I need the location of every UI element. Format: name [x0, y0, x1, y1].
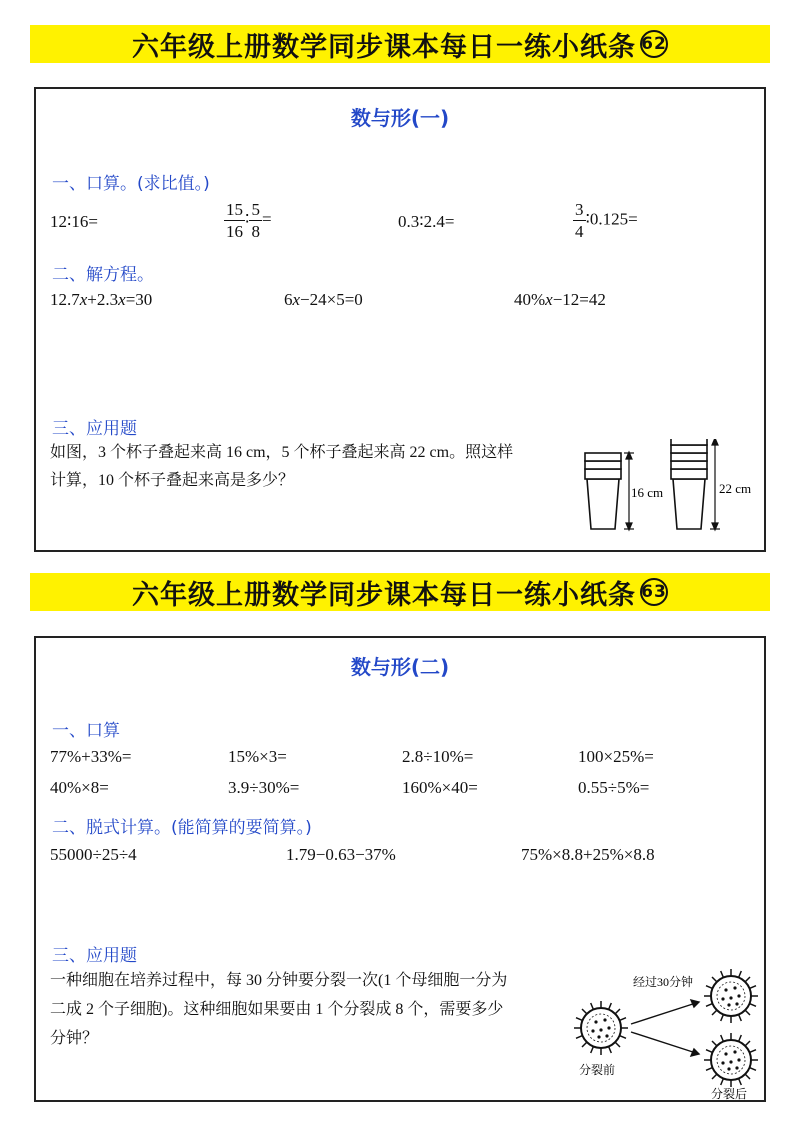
- cell-division-figure: [571, 968, 766, 1100]
- q63-r2-1: 40%×8=: [50, 778, 109, 797]
- fig-before-label: 分裂前: [579, 1063, 616, 1077]
- section-62-equation: 二、解方程。: [52, 265, 154, 285]
- frac-3-4: $\frac{3}{4}$: [575, 200, 584, 241]
- section-63-oral: 一、口算: [52, 721, 120, 741]
- banner-62-text: 六年级上册数学同步课本每日一练小纸条: [132, 31, 636, 63]
- q63-r1-4: 100×25%=: [578, 747, 654, 766]
- cups-label-16: 16 cm: [631, 485, 664, 500]
- q63-r1-2: 15%×3=: [228, 747, 287, 766]
- worksheet-63-title: 数与形(二): [350, 655, 450, 679]
- q62-1c: 0.3∶2.4=: [398, 212, 455, 231]
- q62-1a: 12∶16=: [50, 212, 99, 231]
- banner-63-text: 六年级上册数学同步课本每日一练小纸条: [132, 579, 636, 611]
- banner-62: [30, 25, 770, 63]
- q62-1b: $\frac{15}{16}$ ∶ $\frac{5}{8}$ =: [226, 200, 272, 241]
- daughter-cell-icon-2: [704, 1033, 758, 1087]
- frac-15-16: $\frac{15}{16}$: [226, 200, 243, 241]
- q62-1d: $\frac{3}{4}$ ∶0.125=: [575, 200, 638, 241]
- q63-r2-2: 3.9÷30%=: [228, 778, 300, 797]
- q62-2b: 6x−24×5=0: [284, 290, 363, 309]
- q63-calc-3: 75%×8.8+25%×8.8: [521, 845, 655, 864]
- section-62-application: 三、应用题: [52, 419, 137, 439]
- worksheet-63: [34, 636, 766, 1102]
- q63-r1-1: 77%+33%=: [50, 747, 132, 766]
- q63-r2-4: 0.55÷5%=: [578, 778, 650, 797]
- mother-cell-icon: [574, 1001, 628, 1055]
- problem-62-text: 如图，3 个杯子叠起来高 16 cm，5 个杯子叠起来高 22 cm。照这样 计算，10 个杯子叠起来高是多少？: [50, 444, 514, 489]
- cups-label-22: 22 cm: [719, 481, 752, 496]
- fig-after-label: 分裂后: [711, 1087, 748, 1100]
- banner-63-number: 63: [640, 578, 668, 606]
- q63-calc-1: 55000÷25÷4: [50, 845, 137, 864]
- cups-figure: [581, 439, 761, 535]
- problem-63-text: 一种细胞在培养过程中，每 30 分钟要分裂一次(1 个母细胞一分为 二成 2 个子细胞)。这种细胞如果要由 1 个分裂成 8 个，需要多少 分钟？: [50, 972, 508, 1047]
- q62-2c: 40%x−12=42: [514, 290, 606, 309]
- section-63-application: 三、应用题: [52, 946, 137, 966]
- frac-5-8: $\frac{5}{8}$: [251, 200, 260, 241]
- worksheet-62: [34, 87, 766, 552]
- section-63-calc: 二、脱式计算。(能简算的要简算。): [52, 818, 312, 838]
- banner-63: [30, 573, 770, 611]
- q63-r2-3: 160%×40=: [402, 778, 478, 797]
- q63-r1-3: 2.8÷10%=: [402, 747, 474, 766]
- q63-calc-2: 1.79−0.63−37%: [286, 845, 396, 864]
- q62-2a: 12.7x+2.3x=30: [50, 290, 153, 309]
- daughter-cell-icon-1: [704, 969, 758, 1023]
- worksheet-62-title: 数与形(一): [350, 106, 450, 130]
- section-62-oral: 一、口算。(求比值。): [52, 174, 210, 194]
- banner-62-number: 62: [640, 30, 668, 58]
- fig-arrow-label: 经过30分钟: [633, 975, 694, 989]
